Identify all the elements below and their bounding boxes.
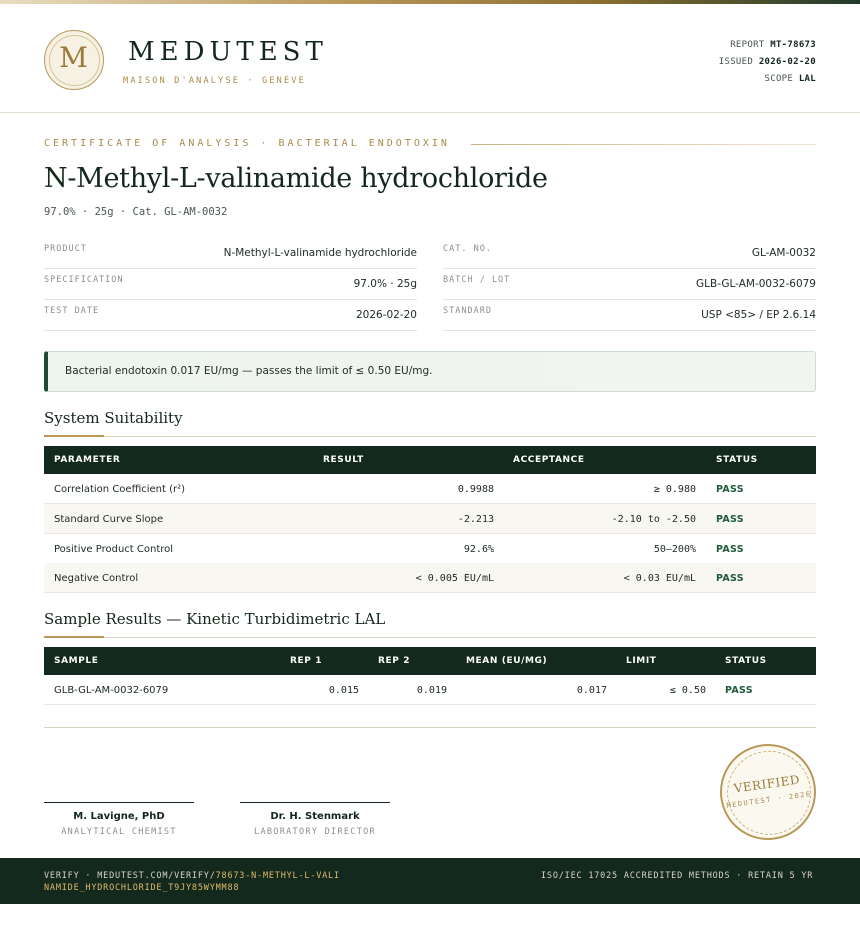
issued-date: 2026-02-20 bbox=[758, 57, 816, 67]
suitability-table-header: PARAMETER RESULT ACCEPTANCE STATUS bbox=[44, 446, 816, 474]
signature-block bbox=[240, 802, 390, 837]
table-row: Negative Control < 0.005 EU/mL < 0.03 EU/mL PASS bbox=[44, 563, 816, 593]
verify-line: VERIFY · MEDUTEST.COM/VERIFY/78673-N-METHYL-L-VALINAMIDE_HYDROCHLORIDE_T9JY85WYMM88 bbox=[44, 871, 340, 893]
page-title: N-Methyl-L-valinamide hydrochloride bbox=[44, 163, 548, 194]
scope-line: SCOPE LAL bbox=[764, 74, 816, 84]
page-subtitle: 97.0% · 25g · Cat. GL-AM-0032 bbox=[44, 206, 228, 218]
eyebrow-rule bbox=[471, 144, 816, 145]
brand-tagline: MAISON D'ANALYSE · GENÈVE bbox=[123, 76, 306, 86]
signatory-role: ANALYTICAL CHEMIST bbox=[61, 827, 177, 837]
report-header bbox=[0, 4, 860, 113]
section-accent bbox=[44, 636, 104, 638]
callout-text: Bacterial endotoxin 0.017 EU/mg — passes the limit of ≤ 0.50 EU/mg. bbox=[65, 365, 433, 377]
status-badge: PASS bbox=[716, 514, 744, 525]
signatory-name: M. Lavigne, PhD bbox=[73, 811, 165, 822]
report-id-line: REPORT MT-78673 bbox=[730, 40, 816, 50]
brand-logo bbox=[44, 30, 104, 90]
samples-table-header: SAMPLE REP 1 REP 2 MEAN (EU/MG) LIMIT STATUS bbox=[44, 647, 816, 675]
table-row: Positive Product Control 92.6% 50–200% PASS bbox=[44, 534, 816, 564]
table-row: GLB-GL-AM-0032-6079 0.015 0.019 0.017 ≤ 0.50 PASS bbox=[44, 675, 816, 705]
brand-name: MEDUTEST bbox=[128, 37, 328, 67]
document-eyebrow: CERTIFICATE OF ANALYSIS · BACTERIAL ENDOTOXIN bbox=[44, 138, 450, 149]
status-badge: PASS bbox=[716, 544, 744, 555]
report-id: MT-78673 bbox=[770, 40, 816, 50]
verified-seal: VERIFIED MEDUTEST · 2026 bbox=[714, 738, 822, 846]
table-row: Correlation Coefficient (r²) 0.9988 ≥ 0.980 PASS bbox=[44, 474, 816, 504]
signature-block bbox=[44, 802, 194, 837]
issued-line: ISSUED 2026-02-20 bbox=[718, 57, 816, 67]
info-test-date: TEST DATE 2026-02-20 bbox=[44, 300, 417, 331]
report-footer bbox=[0, 858, 860, 904]
status-badge: PASS bbox=[716, 573, 744, 584]
section-rule bbox=[44, 637, 816, 638]
signatory-name: Dr. H. Stenmark bbox=[270, 811, 360, 822]
signature-divider bbox=[44, 727, 816, 728]
table-row: Standard Curve Slope -2.213 -2.10 to -2.50 PASS bbox=[44, 504, 816, 534]
status-badge: PASS bbox=[725, 685, 753, 696]
section-accent bbox=[44, 435, 104, 437]
section-title-samples: Sample Results — Kinetic Turbidimetric LAL bbox=[44, 610, 386, 628]
signatory-role: LABORATORY DIRECTOR bbox=[254, 827, 376, 837]
scope-value: LAL bbox=[798, 74, 816, 84]
info-batch-lot: BATCH / LOT GLB-GL-AM-0032-6079 bbox=[443, 269, 816, 300]
report-meta bbox=[719, 37, 816, 88]
info-specification: SPECIFICATION 97.0% · 25g bbox=[44, 269, 417, 300]
info-cat-no: CAT. NO. GL-AM-0032 bbox=[443, 238, 816, 269]
info-product: PRODUCT N-Methyl-L-valinamide hydrochloride bbox=[44, 238, 417, 269]
logo-letter: M bbox=[59, 41, 88, 74]
section-title-suitability: System Suitability bbox=[44, 409, 183, 427]
verify-link[interactable]: 78673-N-METHYL-L-VALINAMIDE_HYDROCHLORIDE_T9JY85WYMM88 bbox=[44, 871, 340, 893]
section-rule bbox=[44, 436, 816, 437]
info-standard: STANDARD USP <85> / EP 2.6.14 bbox=[443, 300, 816, 331]
result-callout bbox=[44, 351, 816, 392]
accreditation-note: ISO/IEC 17025 ACCREDITED METHODS · RETAIN 5 YR bbox=[541, 871, 814, 881]
status-badge: PASS bbox=[716, 484, 744, 495]
